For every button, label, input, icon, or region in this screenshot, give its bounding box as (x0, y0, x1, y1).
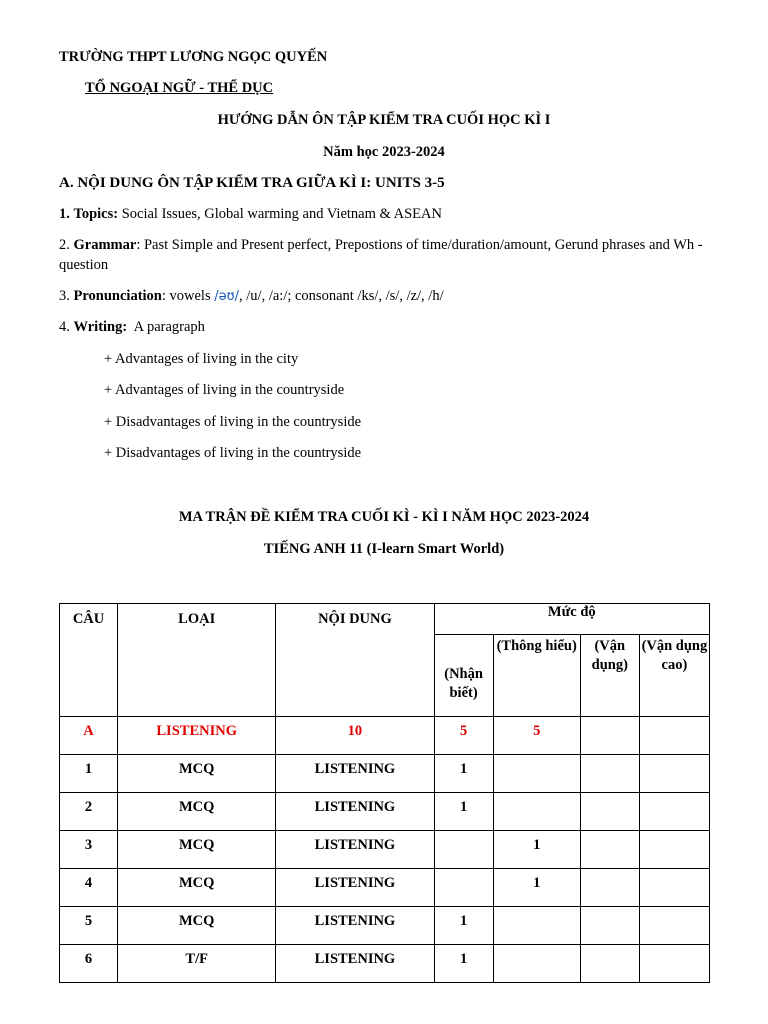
grammar-text: : Past Simple and Present perfect, Prepostions of time/duration/amount, Gerund phrases and Wh - question (59, 237, 703, 273)
pronunciation-num: 3. (59, 288, 74, 304)
cell-thong-hieu: 1 (493, 831, 580, 869)
writing-item: + Disadvantages of living in the countryside (104, 445, 362, 461)
cell-nhan-biet: 1 (434, 755, 493, 793)
cell-loai: MCQ (118, 869, 276, 907)
cell-van-dung (580, 945, 639, 983)
writing-item: + Disadvantages of living in the countryside (104, 414, 362, 430)
cell-van-dung (580, 793, 639, 831)
cell-thong-hieu (493, 945, 580, 983)
cell-van-dung-cao (639, 869, 709, 907)
writing-label: Writing: (73, 319, 128, 335)
cell-van-dung-cao (639, 755, 709, 793)
table-row (60, 945, 710, 983)
col-header-muc-do: Mức độ (434, 604, 709, 635)
cell-cau: 1 (60, 755, 118, 793)
cell-cau: 2 (60, 793, 118, 831)
cell-thong-hieu (493, 907, 580, 945)
cell-noi-dung: LISTENING (276, 869, 434, 907)
col-header-nhan-biet: (Nhận biết) (434, 635, 493, 717)
cell-nhan-biet: 1 (434, 793, 493, 831)
col-header-thong-hieu: (Thông hiểu) (493, 635, 580, 717)
cell-loai: MCQ (118, 907, 276, 945)
cell-cau: A (60, 717, 118, 755)
cell-noi-dung: LISTENING (276, 793, 434, 831)
topics-label: Topics: (73, 206, 119, 222)
cell-van-dung (580, 907, 639, 945)
topics-text: Social Issues, Global warming and Vietnam & ASEAN (118, 206, 442, 222)
col-header-loai: LOẠI (118, 604, 276, 717)
cell-nhan-biet: 1 (434, 945, 493, 983)
cell-cau: 5 (60, 907, 118, 945)
pronunciation-label: Pronunciation (73, 288, 162, 304)
writing-text: A paragraph (127, 319, 205, 335)
cell-cau: 3 (60, 831, 118, 869)
matrix-title: MA TRẬN ĐỀ KIỂM TRA CUỐI KÌ - KÌ I NĂM HỌC 2023-2024 (178, 509, 590, 525)
cell-van-dung (580, 717, 639, 755)
section-a-heading: A. NỘI DUNG ÔN TẬP KIỂM TRA GIỮA KÌ I: UNITS 3-5 (59, 175, 445, 191)
cell-thong-hieu (493, 755, 580, 793)
cell-van-dung (580, 831, 639, 869)
cell-cau: 4 (60, 869, 118, 907)
cell-van-dung-cao (639, 717, 709, 755)
matrix-subtitle: TIẾNG ANH 11 (I-learn Smart World) (263, 541, 505, 557)
department-name: TỔ NGOẠI NGỮ - THỂ DỤC (85, 80, 274, 96)
cell-van-dung-cao (639, 945, 709, 983)
cell-noi-dung: LISTENING (276, 755, 434, 793)
pronunciation-pre: : vowels (161, 288, 215, 304)
grammar-label: Grammar (73, 237, 137, 253)
cell-van-dung-cao (639, 907, 709, 945)
cell-noi-dung: LISTENING (276, 945, 434, 983)
table-row (60, 717, 710, 755)
pronunciation-line (59, 286, 719, 307)
col-header-noi-dung: NỘI DUNG (276, 604, 434, 717)
table-row (60, 755, 710, 793)
topics-line (59, 204, 719, 224)
writing-item: + Advantages of living in the city (104, 351, 299, 367)
cell-thong-hieu: 1 (493, 869, 580, 907)
table-row (60, 907, 710, 945)
cell-loai: T/F (118, 945, 276, 983)
writing-item: + Advantages of living in the countryside (104, 382, 345, 398)
cell-van-dung-cao (639, 831, 709, 869)
cell-noi-dung: LISTENING (276, 831, 434, 869)
cell-loai: MCQ (118, 831, 276, 869)
col-header-van-dung: (Vận dụng) (580, 635, 639, 717)
cell-loai: LISTENING (118, 717, 276, 755)
grammar-line (59, 235, 719, 275)
writing-num: 4. (59, 319, 74, 335)
school-year: Năm học 2023-2024 (323, 144, 445, 160)
table-row (60, 793, 710, 831)
topics-num: 1. (59, 206, 70, 222)
cell-cau: 6 (60, 945, 118, 983)
cell-thong-hieu: 5 (493, 717, 580, 755)
cell-loai: MCQ (118, 793, 276, 831)
writing-line (59, 317, 719, 337)
grammar-num: 2. (59, 237, 74, 253)
cell-nhan-biet: 5 (434, 717, 493, 755)
cell-nhan-biet (434, 869, 493, 907)
cell-van-dung (580, 755, 639, 793)
cell-noi-dung: LISTENING (276, 907, 434, 945)
pronunciation-ipa: /əʊ/ (214, 289, 240, 304)
cell-noi-dung: 10 (276, 717, 434, 755)
exam-matrix-table (59, 603, 710, 983)
cell-van-dung-cao (639, 793, 709, 831)
col-header-van-dung-cao: (Vận dụng cao) (639, 635, 709, 717)
cell-nhan-biet: 1 (434, 907, 493, 945)
col-header-cau: CÂU (60, 604, 118, 717)
cell-van-dung (580, 869, 639, 907)
table-row (60, 869, 710, 907)
table-row (60, 831, 710, 869)
school-name: TRƯỜNG THPT LƯƠNG NGỌC QUYẾN (59, 49, 328, 65)
cell-loai: MCQ (118, 755, 276, 793)
document-title: HƯỚNG DẪN ÔN TẬP KIỂM TRA CUỐI HỌC KÌ I (217, 112, 551, 128)
cell-nhan-biet (434, 831, 493, 869)
cell-thong-hieu (493, 793, 580, 831)
pronunciation-text: , /u/, /a:/; consonant /ks/, /s/, /z/, /h/ (239, 288, 444, 304)
